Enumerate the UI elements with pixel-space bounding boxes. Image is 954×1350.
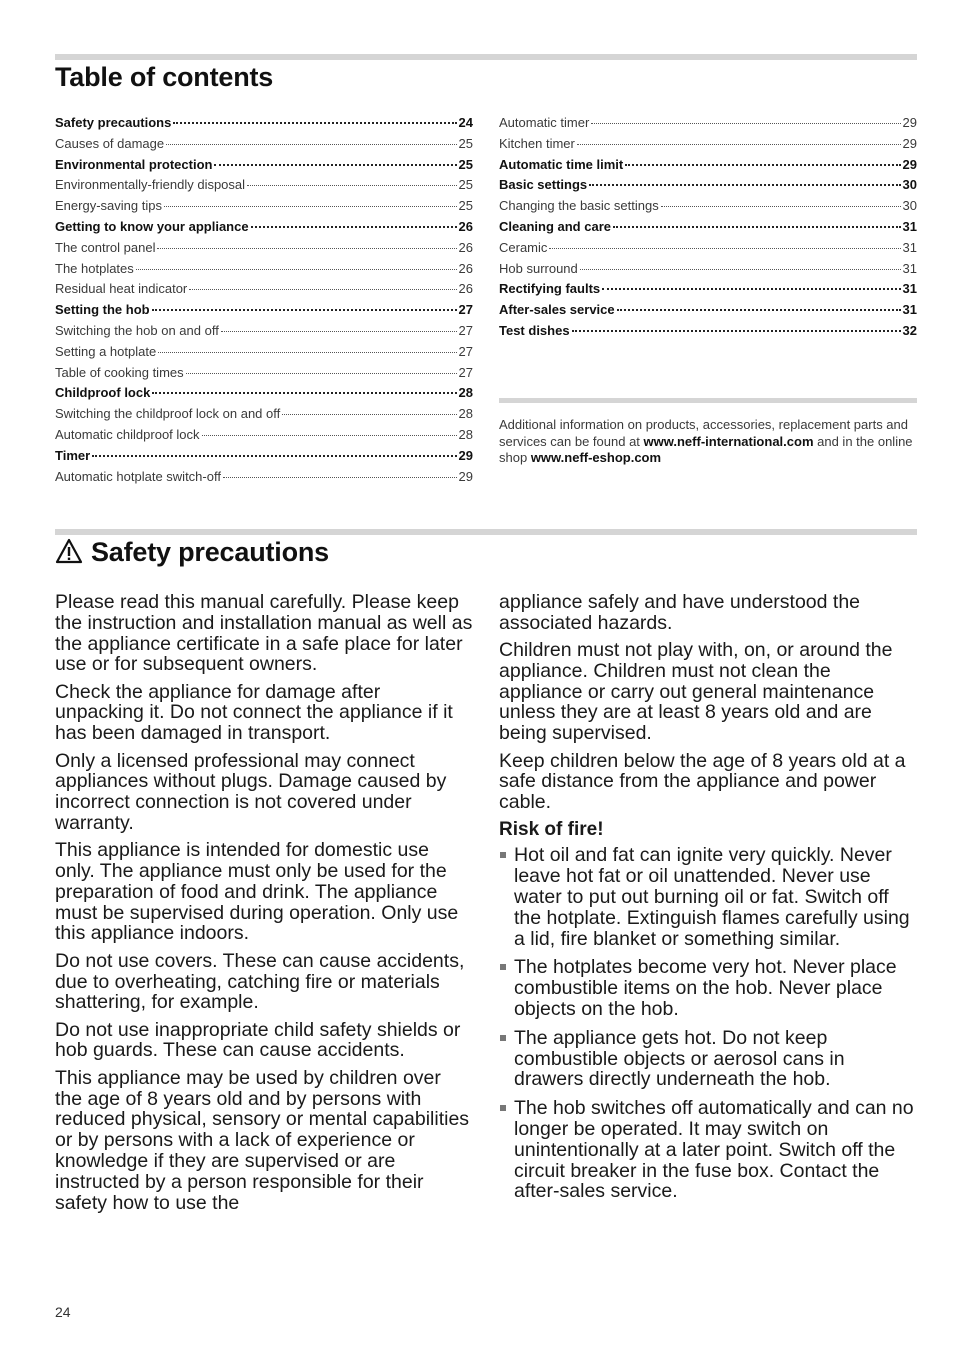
risk-of-fire-text: The appliance gets hot. Do not keep combustible objects or aerosol cans in drawers directly underneath the hob. [514,1026,845,1091]
toc-entry-page: 28 [458,426,473,442]
toc-entry-title: After-sales service [499,302,615,318]
toc-right-column [499,115,917,344]
risk-of-fire-text: Hot oil and fat can ignite very quickly. Never leave hot fat or oil unattended. Never use water to put out burning oil or fat. Switch off the hotplate. Extinguish flames carefully using a lid, fire blanket or something similar. [514,844,910,950]
toc-leader-dots [164,206,457,207]
toc-entry-title: Setting a hotplate [55,343,157,359]
toc-entry[interactable] [55,115,473,136]
safety-paragraph: Do not use inappropriate child safety shields or hob guards. These can cause accidents. [55,1018,461,1062]
page-number: 24 [55,1304,71,1320]
toc-entry[interactable] [499,115,917,136]
safety-paragraph: This appliance may be used by children over the age of 8 years old and by persons with reduced physical, sensory or mental capabilities or by persons with a lack of experience or knowledge if they are supervised or are instructed by a person responsible for their safety how to use the [55,1066,470,1214]
toc-entry-page: 27 [458,322,473,338]
toc-entry-page: 31 [902,260,917,276]
risk-of-fire-heading: Risk of fire! [499,819,604,841]
info-link-1[interactable]: www.neff-international.com [643,433,814,449]
toc-entry-title: Table of cooking times [55,364,184,380]
toc-leader-dots [157,248,456,249]
toc-entry-title: Test dishes [499,322,570,338]
additional-info [499,417,917,467]
toc-entry-title: Hob surround [499,260,578,276]
square-bullet-icon [500,1035,506,1041]
toc-entry-title: Switching the childproof lock on and off [55,406,281,422]
toc-entry-page: 27 [458,302,473,318]
toc-entry[interactable] [55,323,473,344]
toc-entry-title: Residual heat indicator [55,281,188,297]
toc-entry[interactable] [55,157,473,178]
toc-leader-dots [580,269,901,270]
toc-leader-dots [136,269,457,270]
toc-leader-dots [92,455,456,457]
toc-entry[interactable] [55,344,473,365]
toc-leader-dots [221,331,457,332]
square-bullet-icon [500,964,506,970]
toc-entry-page: 28 [458,385,473,401]
toc-entry[interactable] [55,427,473,448]
toc-leader-dots [223,477,457,478]
safety-paragraph: Check the appliance for damage after unpacking it. Do not connect the appliance if it has been damaged in transport. [55,680,453,745]
toc-entry-page: 30 [902,198,917,214]
safety-title [55,537,329,571]
toc-leader-dots [214,164,456,166]
info-link-2[interactable]: www.neff-eshop.com [530,450,662,466]
toc-leader-dots [661,206,901,207]
risk-of-fire-list [499,845,917,1202]
toc-entry-title: Timer [55,447,91,463]
toc-leader-dots [613,226,901,228]
toc-entry-page: 26 [458,239,473,255]
toc-entry-page: 27 [458,364,473,380]
toc-entry-page: 28 [458,406,473,422]
toc-entry[interactable] [55,302,473,323]
toc-entry[interactable] [55,385,473,406]
safety-paragraph: Keep children below the age of 8 years old at a safe distance from the appliance and power cable. [499,749,906,814]
toc-entry[interactable] [55,136,473,157]
toc-entry-title: Setting the hob [55,302,150,318]
safety-paragraph: Do not use covers. These can cause accidents, due to overheating, catching fire or materials shattering, for example. [55,949,465,1014]
toc-entry-page: 30 [902,177,917,193]
toc-entry-page: 31 [902,218,917,234]
toc-title: Table of contents [55,62,274,92]
warning-triangle-icon [55,538,83,571]
toc-entry-page: 27 [458,343,473,359]
toc-entry-page: 31 [902,281,917,297]
toc-entry-page: 26 [458,260,473,276]
toc-entry[interactable] [499,261,917,282]
toc-leader-dots [202,435,457,436]
toc-leader-dots [186,373,457,374]
toc-entry-title: Changing the basic settings [499,198,659,214]
toc-entry-title: The control panel [55,239,156,255]
toc-entry-page: 29 [458,468,473,484]
toc-entry-page: 25 [458,177,473,193]
safety-left-column [55,592,473,1220]
safety-right-column [499,592,917,1210]
toc-entry-page: 29 [902,156,917,172]
toc-entry-page: 32 [902,322,917,338]
toc-entry[interactable] [499,302,917,323]
toc-leader-dots [589,184,900,186]
toc-left-column [55,115,473,489]
toc-entry-title: Automatic hotplate switch-off [55,468,221,484]
toc-entry[interactable] [55,469,473,490]
toc-entry-page: 31 [902,239,917,255]
toc-entry-page: 29 [902,135,917,151]
toc-entry-title: Environmental protection [55,156,213,172]
risk-of-fire-item [499,957,917,1019]
toc-entry-page: 29 [902,115,917,130]
top-divider [55,54,917,60]
square-bullet-icon [500,852,506,858]
safety-paragraph: Only a licensed professional may connect appliances without plugs. Damage caused by incorrect connection is not covered under warranty. [55,749,447,834]
toc-entry[interactable] [499,240,917,261]
toc-entry[interactable] [55,177,473,198]
toc-entry-title: Childproof lock [55,385,151,401]
risk-of-fire-item [499,1028,917,1090]
toc-leader-dots [166,144,456,145]
info-text-1: Additional information on products, accessories, replacement parts and services can be found at [499,417,908,449]
toc-leader-dots [577,144,901,145]
toc-leader-dots [173,122,456,124]
risk-of-fire-item [499,845,917,949]
toc-entry[interactable] [499,219,917,240]
toc-entry-title: Automatic childproof lock [55,426,200,442]
toc-entry-page: 25 [458,135,473,151]
toc-entry[interactable] [499,157,917,178]
toc-entry-title: Automatic time limit [499,156,624,172]
safety-paragraph: Please read this manual carefully. Please keep the instruction and installation manual as well as the appliance certificate in a safe place for later use or for subsequent owners. [55,591,473,676]
toc-entry[interactable] [55,261,473,282]
toc-entry-title: Cleaning and care [499,218,611,234]
toc-entry-title: Causes of damage [55,135,165,151]
toc-leader-dots [591,123,900,124]
toc-entry[interactable] [55,198,473,219]
toc-leader-dots [602,288,900,290]
toc-leader-dots [158,352,456,353]
toc-entry-page: 25 [458,198,473,214]
toc-leader-dots [572,330,901,332]
toc-entry[interactable] [499,323,917,344]
toc-entry[interactable] [499,136,917,157]
toc-leader-dots [625,164,900,166]
toc-entry-title: Energy-saving tips [55,198,162,214]
toc-entry-title: The hotplates [55,260,134,276]
toc-entry[interactable] [499,177,917,198]
toc-entry[interactable] [55,406,473,427]
toc-leader-dots [189,289,456,290]
toc-entry-title: Environmentally-friendly disposal [55,177,246,193]
safety-paragraph: Children must not play with, on, or around the appliance. Children must not clean the appliance or carry out general maintenance unless they are at least 8 years old and are being supervised. [499,639,893,745]
toc-leader-dots [247,185,457,186]
info-text-2: and in the online shop [499,433,913,466]
toc-entry-title: Safety precautions [55,115,172,130]
toc-entry[interactable] [55,281,473,302]
toc-leader-dots [617,309,901,311]
risk-of-fire-text: The hob switches off automatically and can no longer be operated. It may switch on unintentionally at a later point. Switch off the circuit breaker in the fuse box. Contact the after-sales service. [514,1097,914,1203]
toc-leader-dots [549,248,900,249]
toc-entry[interactable] [55,365,473,386]
info-divider [499,398,917,403]
toc-entry-page: 24 [458,115,473,130]
square-bullet-icon [500,1105,506,1111]
toc-entry-title: Ceramic [499,239,548,255]
toc-leader-dots [251,226,457,228]
toc-entry-title: Rectifying faults [499,281,601,297]
toc-entry-title: Basic settings [499,177,588,193]
toc-entry[interactable] [55,219,473,240]
toc-entry[interactable] [499,281,917,302]
safety-title-text: Safety precautions [91,537,329,567]
toc-entry-title: Kitchen timer [499,135,575,151]
toc-leader-dots [282,414,456,415]
toc-leader-dots [152,309,457,311]
risk-of-fire-item [499,1098,917,1202]
toc-leader-dots [152,392,456,394]
toc-entry-title: Automatic timer [499,115,590,130]
safety-paragraph: appliance safely and have understood the associated hazards. [499,591,861,634]
toc-entry-page: 25 [458,156,473,172]
toc-entry-title: Getting to know your appliance [55,218,249,234]
toc-entry-page: 26 [458,218,473,234]
toc-entry-page: 29 [458,447,473,463]
toc-entry[interactable] [55,240,473,261]
toc-entry[interactable] [55,448,473,469]
safety-divider [55,529,917,535]
safety-paragraph: This appliance is intended for domestic use only. The appliance must only be used for the preparation of food and drink. The appliance must be supervised during operation. Only use this appliance indoors. [55,839,459,945]
toc-entry-page: 26 [458,281,473,297]
risk-of-fire-text: The hotplates become very hot. Never place combustible items on the hob. Never place objects on the hob. [514,956,897,1021]
toc-entry-title: Switching the hob on and off [55,322,219,338]
toc-entry-page: 31 [902,302,917,318]
toc-entry[interactable] [499,198,917,219]
